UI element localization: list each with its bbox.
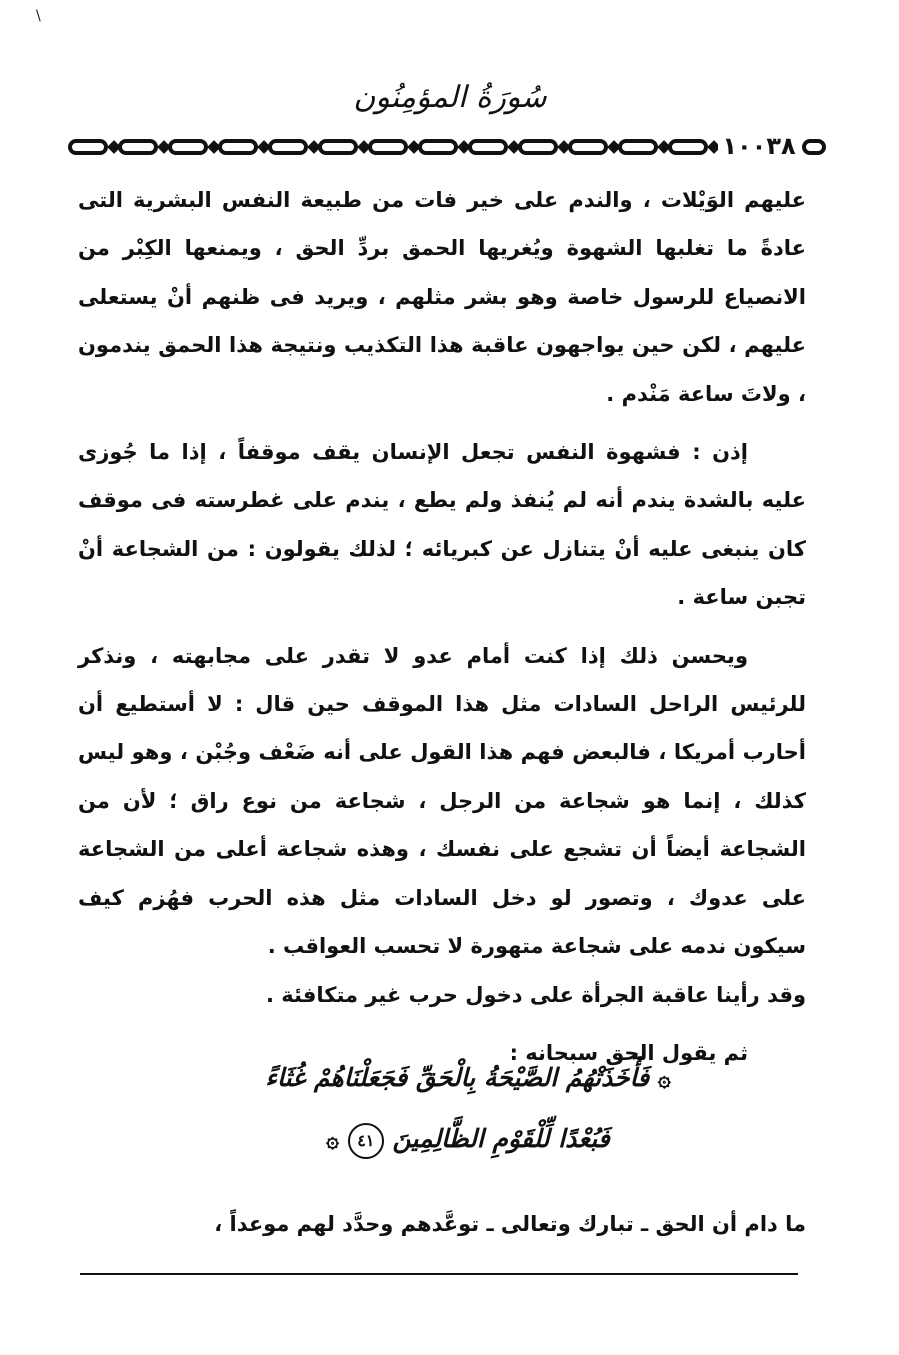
paragraph: ويحسن ذلك إذا كنت أمام عدو لا تقدر على مجابهته ، ونذكر للرئيس الراحل السادات مثل هذا الموقف حين قال : لا أستطيع أن أحارب أمريكا ، فالبعض فهم هذا القول على أنه ضَعْف وجُبْن ، وهو ليس كذلك ، إنما هو شجاعة من الرجل ، شجاعة من نوع راق ؛ لأن من الشجاعة أيضاً أن تشجع على نفسك ، وهذه شجاعة أعلى من الشجاعة على عدوك ، وتصور لو دخل السادات مثل هذه الحرب فهُزم كيف سيكون ندمه على شجاعة متهورة لا تحسب العواقب .	[78, 643, 806, 959]
chain-link	[370, 141, 406, 153]
chain-diamond	[260, 143, 268, 151]
chain-diamond	[660, 143, 668, 151]
chain-link	[220, 141, 256, 153]
chain-diamond	[360, 143, 368, 151]
commentary-text	[78, 176, 806, 1077]
chain-link	[70, 141, 106, 153]
verse-text: فَأَخَذَتْهُمُ الصَّيْحَةُ بِالْحَقِّ فَجَعَلْنَاهُمْ غُثَاءً	[265, 1063, 650, 1092]
paragraph: إذن : فشهوة النفس تجعل الإنسان يقف موقفاً ، إذا ما جُوزى عليه بالشدة يندم أنه لم يُنفذ ولم يطع ، يندم على غطرسته فى موقف كان ينبغى عليه أنْ يتنازل عن كبريائه ؛ لذلك يقولون : من الشجاعة أنْ تجبن ساعة .	[78, 440, 806, 610]
verse-text: فَبُعْدًا لِّلْقَوْمِ الظَّالِمِينَ	[392, 1124, 610, 1153]
chain-link	[320, 141, 356, 153]
corner-mark: \	[36, 8, 41, 24]
chain-diamond	[510, 143, 518, 151]
chain-link	[170, 141, 206, 153]
chain-link	[570, 141, 606, 153]
paragraph: ثم يقول الحق سبحانه :	[509, 1040, 748, 1065]
chain-diamond	[210, 143, 218, 151]
chain-link	[620, 141, 656, 153]
chain-link	[470, 141, 506, 153]
chain-link	[520, 141, 556, 153]
paragraph: عليهم الوَيْلات ، والندم على خير فات من طبيعة النفس البشرية التى عادةً ما تغلبها الشهوة ويُغريها الحمق بردِّ الحق ، ويمنعها الكِبْر من الانصياع للرسول خاصة وهو بشر مثلهم ، ويريد فى ظنهم أنْ يستعلى عليهم ، لكن حين يواجهون عاقبة هذا التكذيب ونتيجة هذا الحمق يندمون ، ولاتَ ساعة مَنْدم .	[78, 188, 806, 406]
chain-diamond	[160, 143, 168, 151]
ayah-number-badge: ٤١	[348, 1123, 384, 1159]
verse-line-1	[250, 1048, 686, 1109]
chain-diamond	[460, 143, 468, 151]
verse-ornament-icon: ۞	[657, 1066, 671, 1092]
chain-diamond	[310, 143, 318, 151]
paragraph: وقد رأينا عاقبة الجرأة على دخول حرب غير متكافئة .	[266, 982, 806, 1007]
quran-verse	[250, 1048, 686, 1170]
footer-rule	[80, 1273, 798, 1275]
continuation-line: ما دام أن الحق ـ تبارك وتعالى ـ توعَّدهم وحدَّد لهم موعداً ،	[214, 1212, 806, 1236]
page-number: ١٠٠٣٨	[718, 130, 800, 162]
chain-diamond	[110, 143, 118, 151]
chain-link	[420, 141, 456, 153]
chain-diamond	[610, 143, 618, 151]
chain-diamond	[560, 143, 568, 151]
verse-line-2	[250, 1109, 686, 1170]
verse-ornament-icon: ۞	[326, 1127, 340, 1153]
chain-link	[270, 141, 306, 153]
chain-diamond	[710, 143, 718, 151]
chain-links	[70, 141, 824, 153]
header-ornament-band	[66, 132, 826, 162]
chain-diamond	[410, 143, 418, 151]
surah-title: سُورَةُ المؤمِنُون	[353, 80, 547, 115]
chain-link	[120, 141, 156, 153]
chain-link	[804, 141, 824, 153]
chain-link	[670, 141, 706, 153]
